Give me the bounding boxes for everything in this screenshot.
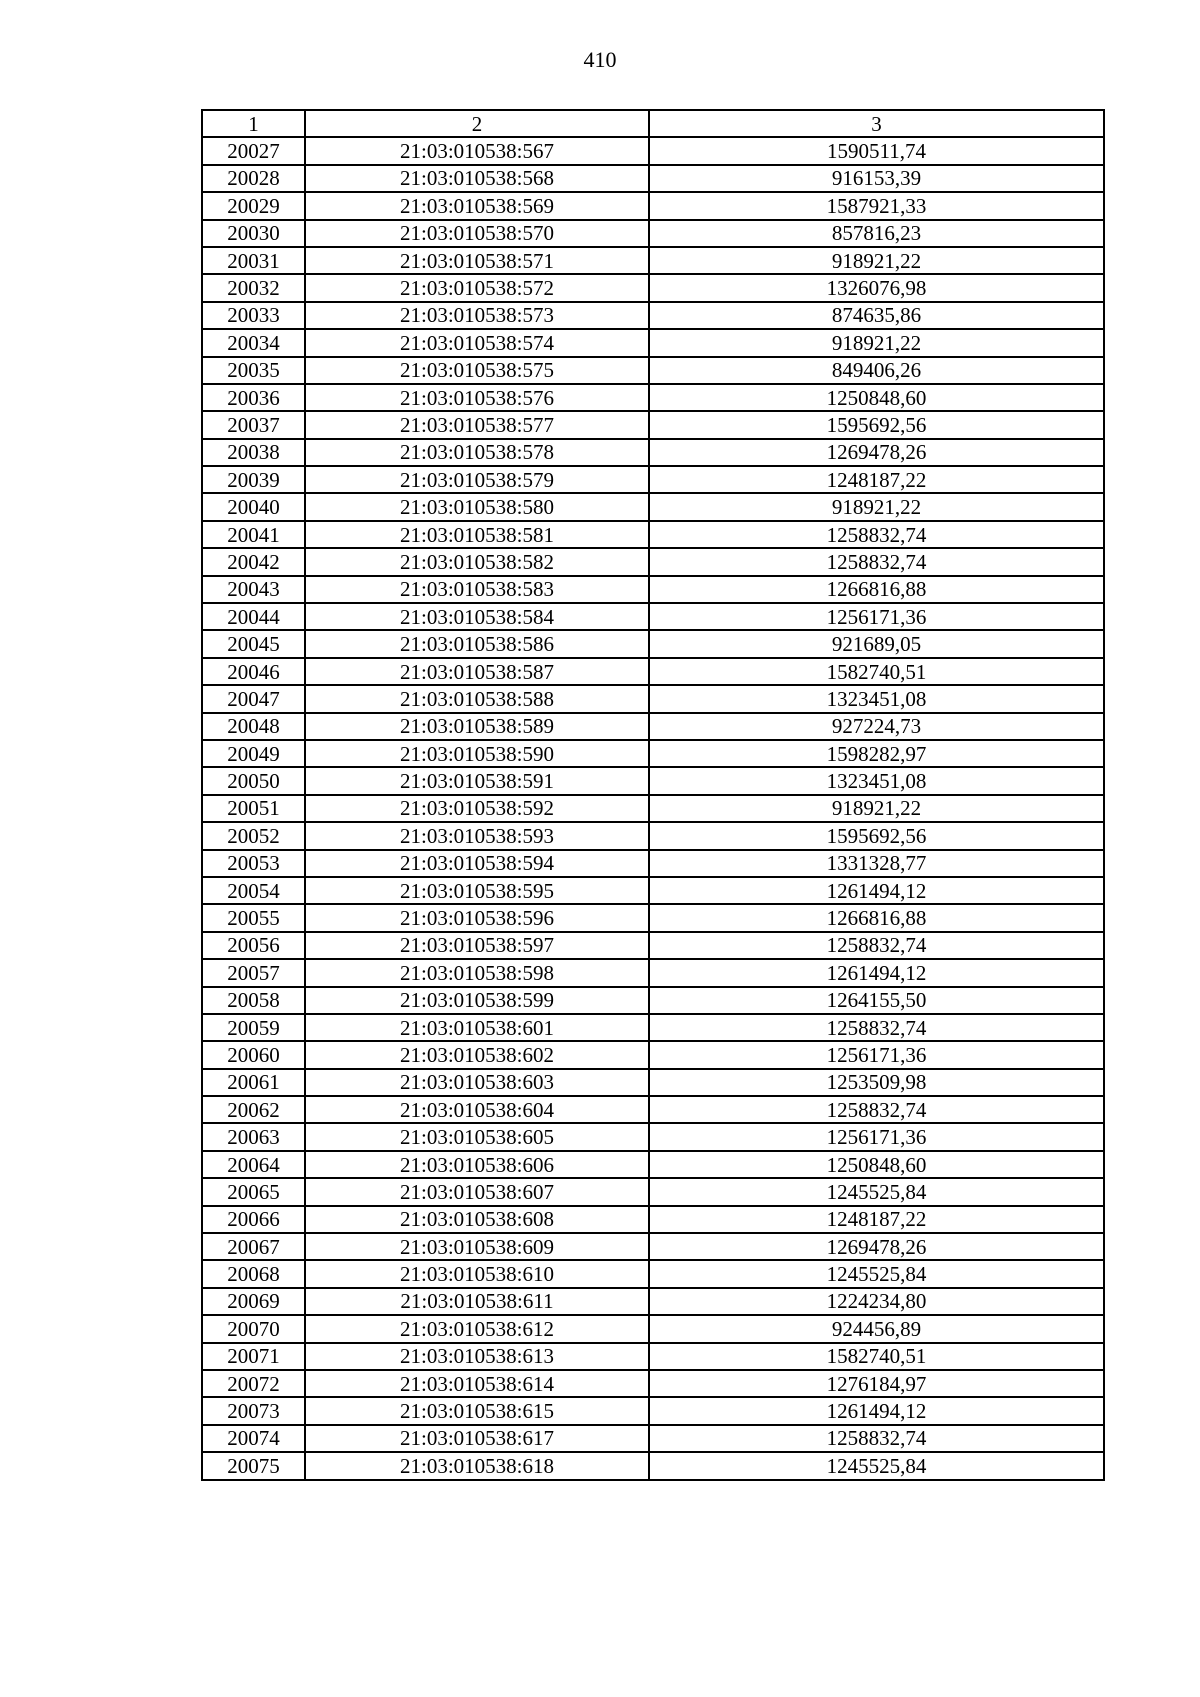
- table-row: [202, 1014, 1104, 1041]
- cadastral-number-cell: 21:03:010538:586: [305, 630, 649, 657]
- table-row: [202, 220, 1104, 247]
- row-number-cell: 20065: [202, 1178, 305, 1205]
- cadastral-number-cell: 21:03:010538:613: [305, 1343, 649, 1370]
- value-cell: 1276184,97: [649, 1370, 1104, 1397]
- cadastral-number-cell: 21:03:010538:601: [305, 1014, 649, 1041]
- row-number-cell: 20072: [202, 1370, 305, 1397]
- row-number-cell: 20073: [202, 1397, 305, 1424]
- value-cell: 1582740,51: [649, 1343, 1104, 1370]
- row-number-cell: 20052: [202, 822, 305, 849]
- row-number-cell: 20057: [202, 959, 305, 986]
- row-number-cell: 20036: [202, 384, 305, 411]
- table-row: [202, 493, 1104, 520]
- row-number-cell: 20056: [202, 932, 305, 959]
- cadastral-number-cell: 21:03:010538:591: [305, 767, 649, 794]
- cadastral-number-cell: 21:03:010538:569: [305, 192, 649, 219]
- cadastral-number-cell: 21:03:010538:608: [305, 1206, 649, 1233]
- row-number-cell: 20053: [202, 850, 305, 877]
- cadastral-number-cell: 21:03:010538:598: [305, 959, 649, 986]
- cadastral-number-cell: 21:03:010538:568: [305, 165, 649, 192]
- cadastral-number-cell: 21:03:010538:615: [305, 1397, 649, 1424]
- table-row: [202, 767, 1104, 794]
- value-cell: 1253509,98: [649, 1069, 1104, 1096]
- table-row: [202, 192, 1104, 219]
- row-number-cell: 20039: [202, 466, 305, 493]
- value-cell: 1326076,98: [649, 274, 1104, 301]
- cadastral-number-cell: 21:03:010538:599: [305, 987, 649, 1014]
- cadastral-number-cell: 21:03:010538:587: [305, 658, 649, 685]
- value-cell: 918921,22: [649, 493, 1104, 520]
- table-row: [202, 357, 1104, 384]
- row-number-cell: 20031: [202, 247, 305, 274]
- cadastral-number-cell: 21:03:010538:602: [305, 1041, 649, 1068]
- value-cell: 1266816,88: [649, 904, 1104, 931]
- cadastral-number-cell: 21:03:010538:595: [305, 877, 649, 904]
- row-number-cell: 20062: [202, 1096, 305, 1123]
- value-cell: 1245525,84: [649, 1260, 1104, 1287]
- row-number-cell: 20067: [202, 1233, 305, 1260]
- table-row: [202, 411, 1104, 438]
- row-number-cell: 20071: [202, 1343, 305, 1370]
- value-cell: 1261494,12: [649, 877, 1104, 904]
- table-row: [202, 713, 1104, 740]
- table-row: [202, 959, 1104, 986]
- table-row: [202, 302, 1104, 329]
- cadastral-number-cell: 21:03:010538:604: [305, 1096, 649, 1123]
- table-row: [202, 932, 1104, 959]
- data-table: [201, 109, 1105, 1481]
- value-cell: 1331328,77: [649, 850, 1104, 877]
- value-cell: 1269478,26: [649, 439, 1104, 466]
- cadastral-number-cell: 21:03:010538:611: [305, 1288, 649, 1315]
- table-row: [202, 1343, 1104, 1370]
- table-row: [202, 384, 1104, 411]
- cadastral-number-cell: 21:03:010538:609: [305, 1233, 649, 1260]
- row-number-cell: 20068: [202, 1260, 305, 1287]
- cadastral-number-cell: 21:03:010538:589: [305, 713, 649, 740]
- value-cell: 1248187,22: [649, 466, 1104, 493]
- table-row: [202, 274, 1104, 301]
- table-row: [202, 576, 1104, 603]
- cadastral-number-cell: 21:03:010538:571: [305, 247, 649, 274]
- value-cell: 916153,39: [649, 165, 1104, 192]
- value-cell: 1261494,12: [649, 959, 1104, 986]
- row-number-cell: 20048: [202, 713, 305, 740]
- table-row: [202, 1452, 1104, 1479]
- value-cell: 1258832,74: [649, 932, 1104, 959]
- value-cell: 1323451,08: [649, 767, 1104, 794]
- value-cell: 1269478,26: [649, 1233, 1104, 1260]
- cadastral-number-cell: 21:03:010538:574: [305, 329, 649, 356]
- table-row: [202, 1233, 1104, 1260]
- value-cell: 1587921,33: [649, 192, 1104, 219]
- cadastral-number-cell: 21:03:010538:578: [305, 439, 649, 466]
- table-row: [202, 1123, 1104, 1150]
- table-row: [202, 247, 1104, 274]
- cadastral-number-cell: 21:03:010538:614: [305, 1370, 649, 1397]
- row-number-cell: 20074: [202, 1425, 305, 1452]
- table-row: [202, 521, 1104, 548]
- row-number-cell: 20044: [202, 603, 305, 630]
- row-number-cell: 20075: [202, 1452, 305, 1479]
- cadastral-number-cell: 21:03:010538:576: [305, 384, 649, 411]
- header-row: [202, 110, 1104, 137]
- table-row: [202, 630, 1104, 657]
- table-row: [202, 603, 1104, 630]
- row-number-cell: 20059: [202, 1014, 305, 1041]
- cadastral-number-cell: 21:03:010538:618: [305, 1452, 649, 1479]
- cadastral-number-cell: 21:03:010538:593: [305, 822, 649, 849]
- cadastral-number-cell: 21:03:010538:606: [305, 1151, 649, 1178]
- table-row: [202, 1178, 1104, 1205]
- cadastral-number-cell: 21:03:010538:590: [305, 740, 649, 767]
- cadastral-number-cell: 21:03:010538:581: [305, 521, 649, 548]
- row-number-cell: 20038: [202, 439, 305, 466]
- value-cell: 1258832,74: [649, 548, 1104, 575]
- row-number-cell: 20051: [202, 795, 305, 822]
- row-number-cell: 20070: [202, 1315, 305, 1342]
- cadastral-number-cell: 21:03:010538:570: [305, 220, 649, 247]
- table-row: [202, 1041, 1104, 1068]
- table-row: [202, 1315, 1104, 1342]
- row-number-cell: 20035: [202, 357, 305, 384]
- row-number-cell: 20032: [202, 274, 305, 301]
- value-cell: 927224,73: [649, 713, 1104, 740]
- cadastral-number-cell: 21:03:010538:612: [305, 1315, 649, 1342]
- page-number: 410: [583, 47, 617, 72]
- table-row: [202, 137, 1104, 164]
- column-header-2: 2: [305, 110, 649, 137]
- row-number-cell: 20069: [202, 1288, 305, 1315]
- cadastral-number-cell: 21:03:010538:607: [305, 1178, 649, 1205]
- row-number-cell: 20041: [202, 521, 305, 548]
- row-number-cell: 20034: [202, 329, 305, 356]
- cadastral-number-cell: 21:03:010538:580: [305, 493, 649, 520]
- row-number-cell: 20045: [202, 630, 305, 657]
- table-row: [202, 1370, 1104, 1397]
- table-row: [202, 1151, 1104, 1178]
- value-cell: 857816,23: [649, 220, 1104, 247]
- row-number-cell: 20061: [202, 1069, 305, 1096]
- cadastral-number-cell: 21:03:010538:572: [305, 274, 649, 301]
- table-row: [202, 904, 1104, 931]
- value-cell: 1264155,50: [649, 987, 1104, 1014]
- value-cell: 1256171,36: [649, 603, 1104, 630]
- cadastral-number-cell: 21:03:010538:592: [305, 795, 649, 822]
- column-header-3: 3: [649, 110, 1104, 137]
- value-cell: 1595692,56: [649, 822, 1104, 849]
- row-number-cell: 20047: [202, 685, 305, 712]
- value-cell: 1582740,51: [649, 658, 1104, 685]
- table-row: [202, 1425, 1104, 1452]
- value-cell: 1248187,22: [649, 1206, 1104, 1233]
- row-number-cell: 20050: [202, 767, 305, 794]
- value-cell: 1261494,12: [649, 1397, 1104, 1424]
- cadastral-number-cell: 21:03:010538:575: [305, 357, 649, 384]
- value-cell: 1323451,08: [649, 685, 1104, 712]
- row-number-cell: 20037: [202, 411, 305, 438]
- row-number-cell: 20049: [202, 740, 305, 767]
- table-row: [202, 1096, 1104, 1123]
- value-cell: 1250848,60: [649, 1151, 1104, 1178]
- row-number-cell: 20042: [202, 548, 305, 575]
- row-number-cell: 20063: [202, 1123, 305, 1150]
- cadastral-number-cell: 21:03:010538:579: [305, 466, 649, 493]
- table-row: [202, 877, 1104, 904]
- value-cell: 921689,05: [649, 630, 1104, 657]
- cadastral-number-cell: 21:03:010538:594: [305, 850, 649, 877]
- value-cell: 918921,22: [649, 329, 1104, 356]
- row-number-cell: 20029: [202, 192, 305, 219]
- table-row: [202, 1069, 1104, 1096]
- table-header: [202, 110, 1104, 137]
- value-cell: 918921,22: [649, 795, 1104, 822]
- value-cell: 1258832,74: [649, 521, 1104, 548]
- cadastral-number-cell: 21:03:010538:582: [305, 548, 649, 575]
- cadastral-number-cell: 21:03:010538:597: [305, 932, 649, 959]
- value-cell: 1224234,80: [649, 1288, 1104, 1315]
- cadastral-number-cell: 21:03:010538:610: [305, 1260, 649, 1287]
- value-cell: 1258832,74: [649, 1425, 1104, 1452]
- table-row: [202, 685, 1104, 712]
- table-row: [202, 822, 1104, 849]
- cadastral-number-cell: 21:03:010538:596: [305, 904, 649, 931]
- table-row: [202, 1288, 1104, 1315]
- row-number-cell: 20054: [202, 877, 305, 904]
- table-row: [202, 165, 1104, 192]
- row-number-cell: 20055: [202, 904, 305, 931]
- value-cell: 1250848,60: [649, 384, 1104, 411]
- row-number-cell: 20027: [202, 137, 305, 164]
- row-number-cell: 20058: [202, 987, 305, 1014]
- cadastral-number-cell: 21:03:010538:567: [305, 137, 649, 164]
- cadastral-number-cell: 21:03:010538:617: [305, 1425, 649, 1452]
- row-number-cell: 20033: [202, 302, 305, 329]
- value-cell: 849406,26: [649, 357, 1104, 384]
- row-number-cell: 20043: [202, 576, 305, 603]
- cadastral-number-cell: 21:03:010538:577: [305, 411, 649, 438]
- cadastral-number-cell: 21:03:010538:588: [305, 685, 649, 712]
- table-row: [202, 439, 1104, 466]
- row-number-cell: 20030: [202, 220, 305, 247]
- value-cell: 924456,89: [649, 1315, 1104, 1342]
- cadastral-number-cell: 21:03:010538:603: [305, 1069, 649, 1096]
- value-cell: 918921,22: [649, 247, 1104, 274]
- table-row: [202, 795, 1104, 822]
- table-row: [202, 987, 1104, 1014]
- row-number-cell: 20040: [202, 493, 305, 520]
- table-row: [202, 1397, 1104, 1424]
- column-header-1: 1: [202, 110, 305, 137]
- cadastral-number-cell: 21:03:010538:583: [305, 576, 649, 603]
- table-row: [202, 329, 1104, 356]
- table-body: [202, 137, 1104, 1479]
- table-row: [202, 658, 1104, 685]
- value-cell: 1266816,88: [649, 576, 1104, 603]
- row-number-cell: 20066: [202, 1206, 305, 1233]
- value-cell: 1595692,56: [649, 411, 1104, 438]
- row-number-cell: 20060: [202, 1041, 305, 1068]
- value-cell: 1256171,36: [649, 1041, 1104, 1068]
- table-row: [202, 850, 1104, 877]
- value-cell: 1258832,74: [649, 1014, 1104, 1041]
- value-cell: 1590511,74: [649, 137, 1104, 164]
- table-row: [202, 548, 1104, 575]
- row-number-cell: 20046: [202, 658, 305, 685]
- table-row: [202, 1260, 1104, 1287]
- table-row: [202, 1206, 1104, 1233]
- row-number-cell: 20028: [202, 165, 305, 192]
- value-cell: 1598282,97: [649, 740, 1104, 767]
- cadastral-number-cell: 21:03:010538:605: [305, 1123, 649, 1150]
- value-cell: 874635,86: [649, 302, 1104, 329]
- value-cell: 1256171,36: [649, 1123, 1104, 1150]
- value-cell: 1258832,74: [649, 1096, 1104, 1123]
- table-row: [202, 740, 1104, 767]
- row-number-cell: 20064: [202, 1151, 305, 1178]
- table-row: [202, 466, 1104, 493]
- value-cell: 1245525,84: [649, 1452, 1104, 1479]
- cadastral-number-cell: 21:03:010538:584: [305, 603, 649, 630]
- value-cell: 1245525,84: [649, 1178, 1104, 1205]
- cadastral-number-cell: 21:03:010538:573: [305, 302, 649, 329]
